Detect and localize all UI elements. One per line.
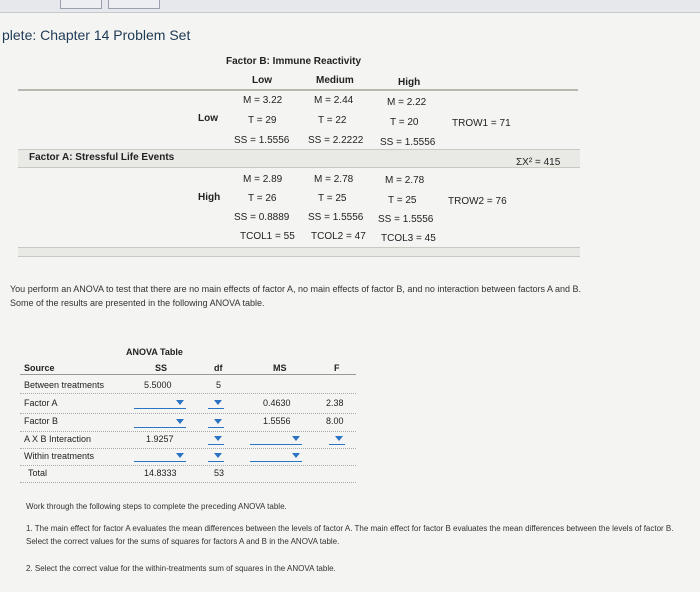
chevron-down-icon <box>176 453 184 458</box>
tcol1-total: TCOL1 = 55 <box>240 231 295 242</box>
anova-row-source: Factor A <box>24 398 58 408</box>
row-divider <box>20 481 356 483</box>
anova-header-ms: MS <box>273 363 287 373</box>
prompt-line-1: You perform an ANOVA to test that there are no main effects of factor A, no main effects of factor B, and no interaction between factors A and B. <box>10 284 582 294</box>
trow1-total: TROW1 = 71 <box>452 118 511 129</box>
anova-caption: ANOVA Table <box>126 347 183 357</box>
table-rule <box>18 89 578 91</box>
anova-header-f: F <box>334 363 340 373</box>
chevron-down-icon <box>176 419 184 424</box>
chevron-down-icon <box>335 436 343 441</box>
anova-row-source: A X B Interaction <box>24 434 92 444</box>
row-divider <box>20 430 356 432</box>
cell-low-low-t: T = 29 <box>248 115 277 126</box>
anova-row-source: Within treatments <box>24 451 95 461</box>
anova-row-source: Factor B <box>24 416 59 426</box>
top-nav-strip <box>0 0 700 13</box>
anova-row-source: Total <box>28 468 48 478</box>
factor-a-df-dropdown[interactable] <box>208 399 224 409</box>
row-divider <box>20 392 356 394</box>
anova-header-df: df <box>214 363 223 373</box>
cell-high-high-ss: SS = 1.5556 <box>378 214 434 225</box>
anova-header-source: Source <box>24 363 55 373</box>
anova-row-ms-value: 0.4630 <box>263 398 291 408</box>
anova-header-ss: SS <box>155 363 168 373</box>
cell-high-med-t: T = 25 <box>318 193 347 204</box>
chevron-down-icon <box>292 453 300 458</box>
instructions-step-1: 1. The main effect for factor A evaluates the mean differences between the levels of factor A. The main effect for factor B evaluates the mean differences between the levels of factor B. Select the correct values for the sums of squares for factors A and B in the ANOVA table. <box>26 524 674 546</box>
chevron-down-icon <box>214 453 222 458</box>
chevron-down-icon <box>214 436 222 441</box>
anova-row-df-value: 53 <box>214 468 225 478</box>
factor-b-heading: Factor B: Immune Reactivity <box>226 56 362 67</box>
cell-low-high-ss: SS = 1.5556 <box>380 137 436 148</box>
cell-high-low-t: T = 26 <box>248 193 277 204</box>
within-ms-dropdown[interactable] <box>250 452 302 462</box>
anova-row-f-value: 2.38 <box>326 398 344 408</box>
tcol3-total: TCOL3 = 45 <box>381 233 436 244</box>
anova-header-rule <box>20 374 356 375</box>
anova-row-df-value: 5 <box>216 380 222 390</box>
nav-tab[interactable] <box>60 0 102 9</box>
cell-low-high-t: T = 20 <box>390 117 419 128</box>
cell-high-low-ss: SS = 0.8889 <box>234 212 290 223</box>
factor-b-ss-dropdown[interactable] <box>134 418 186 428</box>
cell-low-med-t: T = 22 <box>318 115 347 126</box>
cell-low-med-ss: SS = 2.2222 <box>308 135 364 146</box>
cell-low-low-ss: SS = 1.5556 <box>234 135 290 146</box>
anova-row-ss-value: 5.5000 <box>144 380 172 390</box>
trow2-total: TROW2 = 76 <box>448 196 507 207</box>
chevron-down-icon <box>214 419 222 424</box>
instructions-intro: Work through the following steps to complete the preceding ANOVA table. <box>26 502 287 511</box>
row-divider <box>20 464 356 466</box>
anova-row-source: Between treatments <box>24 380 105 390</box>
factor-a-high-label: High <box>198 192 221 203</box>
cell-high-low-m: M = 2.89 <box>243 174 283 185</box>
row-divider <box>20 412 356 414</box>
anova-row-ss-value: 14.8333 <box>144 468 177 478</box>
interaction-df-dropdown[interactable] <box>208 435 224 445</box>
within-df-dropdown[interactable] <box>208 452 224 462</box>
within-ss-dropdown[interactable] <box>134 452 186 462</box>
cell-high-high-t: T = 25 <box>388 195 417 206</box>
factor-a-low-label: Low <box>198 113 218 124</box>
factor-a-label: Factor A: Stressful Life Events <box>29 152 175 163</box>
nav-tab[interactable] <box>108 0 160 9</box>
level-low: Low <box>252 75 272 86</box>
level-medium: Medium <box>316 75 354 86</box>
level-high: High <box>398 77 421 88</box>
cell-high-med-ss: SS = 1.5556 <box>308 212 364 223</box>
cell-high-med-m: M = 2.78 <box>314 174 354 185</box>
chevron-down-icon <box>292 436 300 441</box>
row-divider <box>20 447 356 449</box>
chevron-down-icon <box>176 400 184 405</box>
interaction-ms-dropdown[interactable] <box>250 435 302 445</box>
interaction-f-dropdown[interactable] <box>329 435 345 445</box>
tcol2-total: TCOL2 = 47 <box>311 231 366 242</box>
anova-row-f-value: 8.00 <box>326 416 344 426</box>
sum-x-squared: ΣX² = 415 <box>516 157 561 168</box>
anova-row-ms-value: 1.5556 <box>263 416 291 426</box>
page-title: plete: Chapter 14 Problem Set <box>2 27 191 43</box>
cell-high-high-m: M = 2.78 <box>385 175 425 186</box>
cell-low-low-m: M = 3.22 <box>243 95 283 106</box>
prompt-line-2: Some of the results are presented in the following ANOVA table. <box>10 298 265 308</box>
table-bottom-band <box>18 247 580 257</box>
factor-b-df-dropdown[interactable] <box>208 418 224 428</box>
cell-low-high-m: M = 2.22 <box>387 97 427 108</box>
factor-a-ss-dropdown[interactable] <box>134 399 186 409</box>
instructions-step-2: 2. Select the correct value for the within-treatments sum of squares in the ANOVA table. <box>26 564 336 573</box>
chevron-down-icon <box>214 400 222 405</box>
cell-low-med-m: M = 2.44 <box>314 95 354 106</box>
anova-row-ss-value: 1.9257 <box>146 434 174 444</box>
